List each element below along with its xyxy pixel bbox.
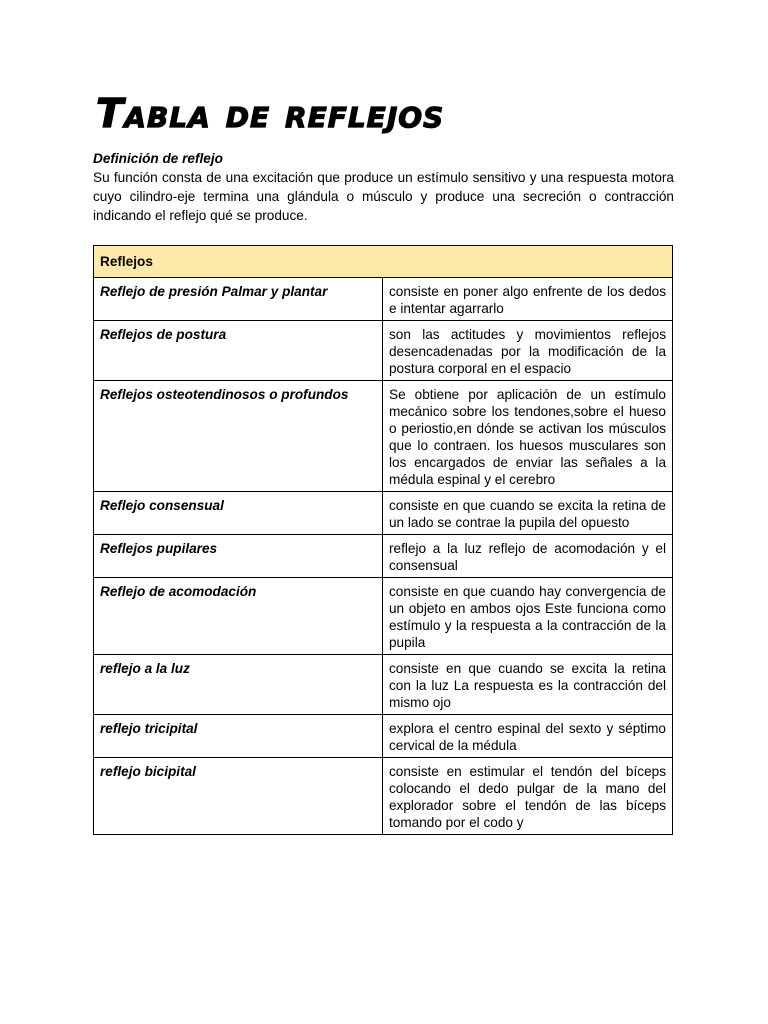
reflex-name: reflejo tricipital	[94, 715, 383, 758]
reflex-name: Reflejos de postura	[94, 321, 383, 381]
table-row	[94, 758, 673, 835]
table-header-row	[94, 246, 673, 278]
table-row	[94, 278, 673, 321]
table-row	[94, 492, 673, 535]
definition-text: Su función consta de una excitación que produce un estímulo sensitivo y una respuesta motora cuyo cilindro-eje termina una glándula o músculo y produce una secreción o contracción indicando el reflejo qué se produce.	[93, 170, 674, 223]
table-row	[94, 321, 673, 381]
page-title: Tabla de reflejos	[96, 91, 445, 137]
reflexes-table	[93, 245, 673, 835]
reflex-name: reflejo bicipital	[94, 758, 383, 835]
definition-section	[93, 149, 674, 225]
table-row	[94, 578, 673, 655]
reflex-description: consiste en estimular el tendón del bíceps colocando el dedo pulgar de la mano del explorador sobre el tendón de las bíceps tomando por el codo y	[389, 764, 666, 830]
reflex-description: consiste en que cuando se excita la retina de un lado se contrae la pupila del opuesto	[383, 492, 673, 535]
reflex-description-cell	[383, 758, 673, 835]
reflex-description: explora el centro espinal del sexto y séptimo cervical de la médula	[383, 715, 673, 758]
reflex-name: Reflejo consensual	[94, 492, 383, 535]
table-row	[94, 655, 673, 715]
reflex-description: son las actitudes y movimientos reflejos desencadenadas por la modificación de la postura corporal en el espacio	[383, 321, 673, 381]
table-row	[94, 535, 673, 578]
reflex-description: consiste en poner algo enfrente de los dedos e intentar agarrarlo	[383, 278, 673, 321]
table-row	[94, 715, 673, 758]
table-row	[94, 381, 673, 492]
reflex-name: Reflejos pupilares	[94, 535, 383, 578]
reflex-description: consiste en que cuando se excita la retina con la luz La respuesta es la contracción del mismo ojo	[383, 655, 673, 715]
reflex-name: Reflejo de presión Palmar y plantar	[94, 278, 383, 321]
table-header: Reflejos	[94, 246, 673, 278]
reflex-description: consiste en que cuando hay convergencia de un objeto en ambos ojos Este funciona como estímulo y la respuesta a la contracción de la pupila	[383, 578, 673, 655]
reflex-name: Reflejo de acomodación	[94, 578, 383, 655]
definition-heading: Definición de reflejo	[93, 151, 223, 166]
reflex-name: reflejo a la luz	[94, 655, 383, 715]
reflex-name: Reflejos osteotendinosos o profundos	[94, 381, 383, 492]
reflex-description: reflejo a la luz reflejo de acomodación y el consensual	[383, 535, 673, 578]
reflex-description: Se obtiene por aplicación de un estímulo mecánico sobre los tendones,sobre el hueso o periostio,en dónde se activan los músculos que lo contraen. los huesos musculares son los encargados de enviar las señales a la médula espinal y el cerebro	[383, 381, 673, 492]
